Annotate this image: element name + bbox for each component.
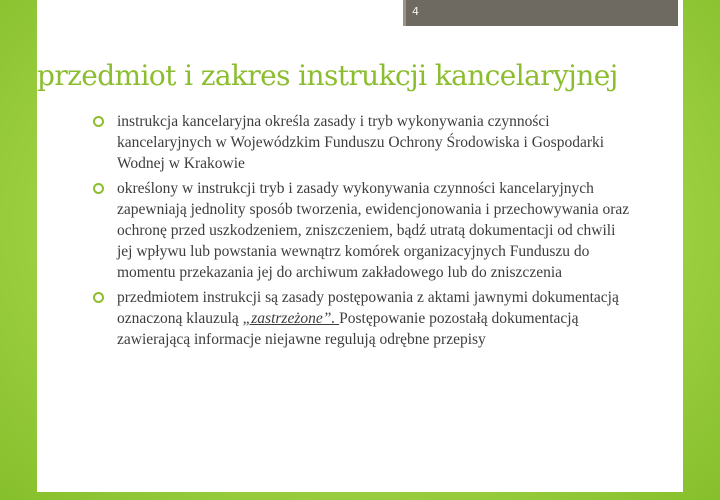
- bullet-item: [91, 287, 631, 350]
- bullet-text-continued: Postępowanie pozostałą dokumentacją zawierającą informacje niejawne regulują odrębne przepisy: [117, 310, 579, 348]
- bullet-text: przedmiotem instrukcji są zasady postępowania z aktami jawnymi dokumentacją oznaczoną klauzulą: [117, 289, 619, 327]
- ring-bullet-icon: [93, 183, 104, 194]
- bullet-item: [91, 178, 631, 283]
- bullet-list: [91, 111, 631, 354]
- slide-content-area: [37, 0, 683, 492]
- slide-title: przedmiot i zakres instrukcji kancelaryjnej: [37, 59, 618, 92]
- bullet-text: określony w instrukcji tryb i zasady wykonywania czynności kancelaryjnych zapewniają jednolity sposób tworzenia, ewidencjonowania i przechowywania oraz ochronę przed uszkodzeniem, zniszczeniem, bądź utratą dokumentacji od chwili jej wpływu lub powstania wewnątrz komórek organizacyjnych Funduszu do momentu przekazania jej do archiwum zakładowego lub do zniszczenia: [117, 180, 630, 281]
- ring-bullet-icon: [93, 116, 104, 127]
- bullet-item: [91, 111, 631, 174]
- ring-bullet-icon: [93, 292, 104, 303]
- slide-number-bar: [403, 0, 678, 26]
- bullet-text: instrukcja kancelaryjna określa zasady i tryb wykonywania czynności kancelaryjnych w Wojewódzkim Funduszu Ochrony Środowiska i Gospodarki Wodnej w Krakowie: [117, 113, 605, 172]
- slide-number: 4: [412, 5, 419, 18]
- emphasized-clause: „zastrzeżone”.: [242, 310, 340, 327]
